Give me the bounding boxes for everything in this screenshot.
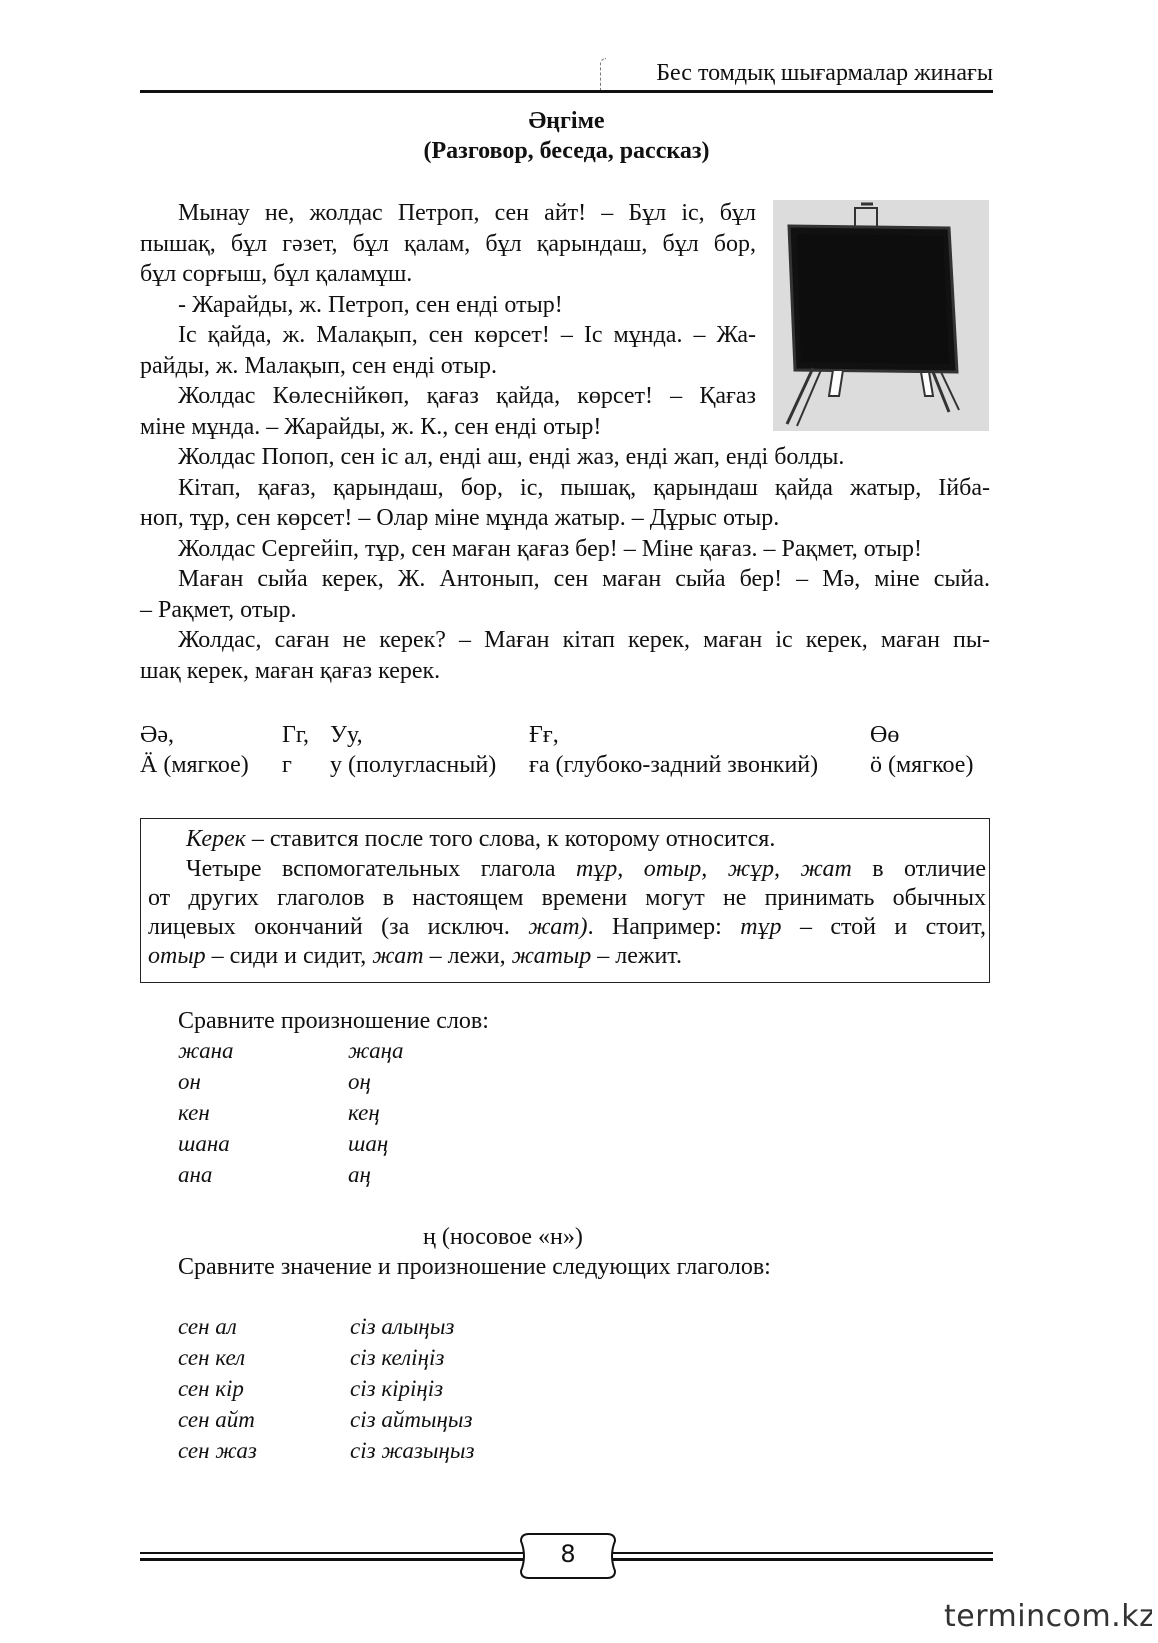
note-text: – лежит. (591, 943, 682, 969)
paragraph-line: – Рақмет, отыр. (140, 597, 297, 623)
lesson-title: Әңгіме (528, 108, 605, 134)
compare-heading: Сравните произношение слов: (178, 1008, 489, 1034)
paragraph-line: Кітап, қағаз, қарындаш, бор, іс, пышақ, қарындаш қайда жатыр, Ійба- (178, 475, 990, 501)
compare-word-right: оң (348, 1069, 371, 1094)
note-keyword: жат) (528, 914, 588, 940)
note-line (148, 941, 682, 972)
compare-word-left: жана (178, 1038, 234, 1063)
verb-informal: сен жаз (178, 1438, 257, 1463)
note-text: Четыре вспомогательных глагола (186, 856, 576, 882)
note-text: лицевых окончаний (за исключ. (148, 914, 529, 940)
note-line (148, 912, 986, 943)
compare-heading: Сравните значение и произношение следующих глаголов: (178, 1254, 771, 1280)
compare-word-left: он (178, 1069, 201, 1094)
verb-formal: сіз айтыңыз (350, 1407, 473, 1432)
paragraph-line: Жолдас, саған не керек? – Маған кітап керек, маған іс керек, маған пы- (178, 627, 990, 653)
alphabet-letter: Өө (870, 722, 900, 748)
alphabet-note: ӧ (мягкое) (870, 752, 974, 778)
note-text: в отличие (851, 856, 986, 882)
nasal-note: ң (носовое «н») (423, 1224, 583, 1250)
book-title: Бес томдық шығармалар жинағы (656, 60, 993, 86)
compare-word-right: шаң (348, 1131, 389, 1156)
compare-word-left: шана (178, 1131, 230, 1156)
paragraph-line: райды, ж. Малақып, сен енді отыр. (140, 353, 497, 379)
alphabet-letter: Әә, (140, 722, 174, 748)
site-watermark-logo (942, 1592, 1152, 1643)
alphabet-note: ға (глубоко-задний звонкий) (529, 752, 819, 778)
compare-word-left: кен (178, 1100, 210, 1125)
paragraph-line: Жолдас Сергейіп, тұр, сен маған қағаз бер! – Міне қағаз. – Рақмет, отыр! (178, 536, 922, 562)
note-keyword: жат (372, 943, 424, 969)
note-text: – стой и стоит, (781, 914, 986, 940)
paragraph-line: Жолдас Көлеснійкөп, қағаз қайда, көрсет! – Қағаз (178, 383, 756, 409)
page-number: 8 (560, 1540, 576, 1568)
note-keyword: тұр, отыр, жұр, жат (575, 856, 852, 882)
note-keyword: жатыр (511, 943, 592, 969)
paragraph-line: - Жарайды, ж. Петроп, сен енді отыр! (178, 292, 563, 318)
lesson-subtitle: (Разговор, беседа, рассказ) (423, 138, 710, 164)
note-keyword: отыр (148, 943, 206, 969)
paragraph-line: Мынау не, жолдас Петроп, сен айт! – Бұл іс, бұл (178, 200, 756, 226)
verb-informal: сен ал (178, 1314, 237, 1339)
alphabet-note: у (полугласный) (330, 752, 497, 778)
compare-word-right: жаңа (348, 1038, 404, 1063)
note-line: от других глаголов в настоящем времени могут не принимать обычных (148, 885, 986, 911)
header-tab-decoration (600, 58, 606, 92)
compare-word-right: кең (348, 1100, 380, 1125)
paragraph-line: шақ керек, маған қағаз керек. (140, 658, 441, 684)
note-text: – сиди и сидит, (205, 943, 373, 969)
svg-text:termincom.kz: termincom.kz (944, 1599, 1152, 1634)
note-keyword: тұр (740, 914, 782, 940)
note-text: – ставится после того слова, к которому относится. (245, 826, 776, 852)
alphabet-note: Ӓ (мягкое) (140, 752, 249, 778)
verb-formal: сіз жазыңыз (350, 1438, 475, 1463)
verb-formal: сіз келіңіз (350, 1345, 445, 1370)
paragraph-line: Жолдас Попоп, сен іс ал, енді аш, енді жаз, енді жап, енді болды. (178, 444, 845, 470)
alphabet-letter: Уу, (330, 722, 363, 748)
paragraph-line: Іс қайда, ж. Малақып, сен көрсет! – Іс мұнда. – Жа- (178, 322, 756, 348)
note-line (186, 824, 775, 855)
paragraph-line: ноп, тұр, сен көрсет! – Олар міне мұнда жатыр. – Дұрыс отыр. (140, 505, 780, 531)
paragraph-line: Маған сыйа керек, Ж. Антонып, сен маған сыйа бер! – Мә, міне сыйа. (178, 566, 990, 592)
note-text: – лежи, (423, 943, 512, 969)
blackboard-illustration (773, 200, 989, 431)
verb-formal: сіз кіріңіз (350, 1376, 444, 1401)
compare-word-right: аң (348, 1162, 371, 1187)
alphabet-letter: Ғғ, (529, 722, 559, 748)
verb-formal: сіз алыңыз (350, 1314, 455, 1339)
verb-informal: сен кір (178, 1376, 244, 1401)
note-keyword: Керек (186, 826, 246, 852)
paragraph-line: пышақ, бұл гәзет, бұл қалам, бұл қарындаш, бұл бор, (140, 231, 756, 257)
paragraph-line: бұл сорғыш, бұл қаламұш. (140, 261, 413, 287)
grammar-note-box (140, 818, 990, 983)
alphabet-letter: Гг, (282, 722, 310, 748)
blackboard-icon (773, 200, 989, 431)
verb-informal: сен айт (178, 1407, 255, 1432)
header-rule (140, 90, 993, 93)
verb-informal: сен кел (178, 1345, 246, 1370)
note-line (186, 854, 986, 885)
alphabet-note: г (282, 752, 292, 778)
paragraph-line: міне мұнда. – Жарайды, ж. К., сен енді отыр! (140, 414, 602, 440)
note-text: . Например: (587, 914, 741, 940)
compare-word-left: ана (178, 1162, 213, 1187)
